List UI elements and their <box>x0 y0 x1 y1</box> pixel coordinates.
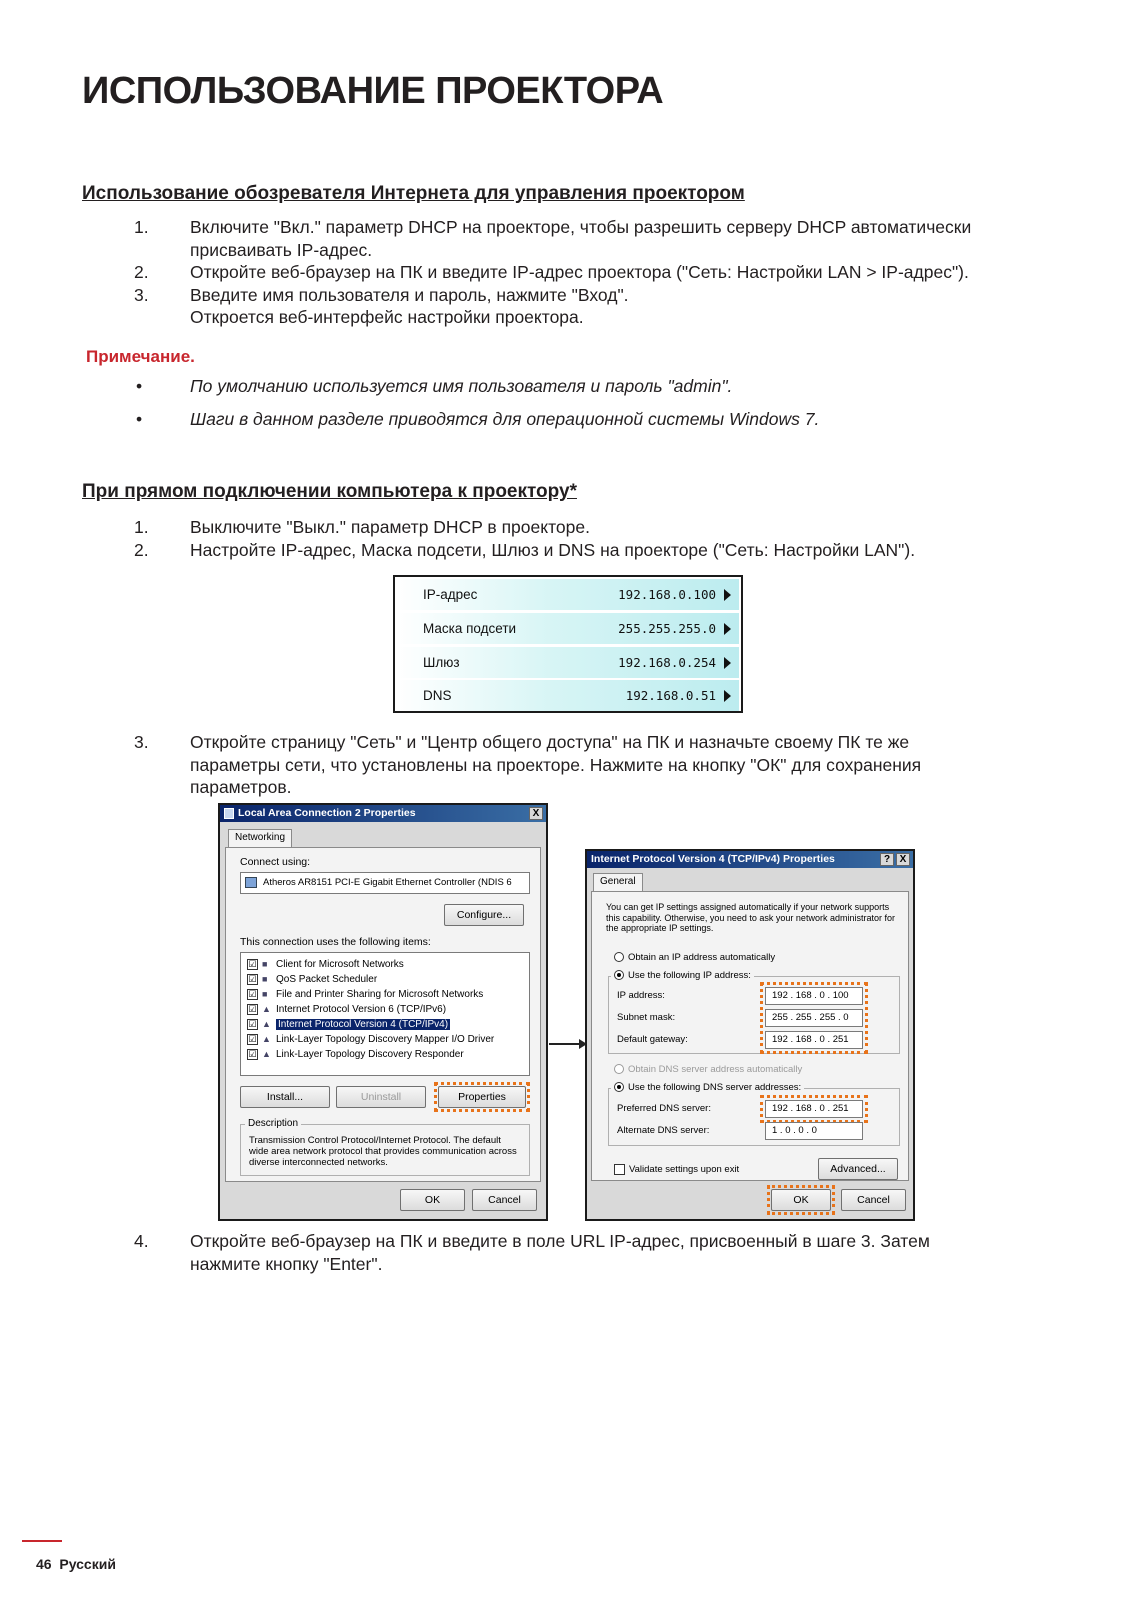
preferred-dns-label: Preferred DNS server: <box>617 1103 711 1114</box>
section-title-browser: Использование обозревателя Интернета для управления проектором <box>82 183 745 204</box>
note-title: Примечание. <box>86 347 195 366</box>
tab-general[interactable]: General <box>593 873 643 891</box>
ip-address-group <box>608 970 900 1054</box>
lan-row-gateway[interactable]: Шлюз 192.168.0.254 <box>397 647 739 678</box>
arrow-right-icon <box>724 589 731 601</box>
list-item: 1. Включите "Вкл." параметр DHCP на проекторе, чтобы разрешить серверу DHCP автоматически присваивать IP-адрес. <box>134 217 972 260</box>
radio-button[interactable] <box>614 1064 624 1074</box>
list-item[interactable]: ☑ ▲ Link-Layer Topology Discovery Mapper I/O Driver <box>248 1033 495 1045</box>
dialog-title-bar: Local Area Connection 2 Properties X <box>220 805 546 822</box>
protocol-icon: ▲ <box>262 1049 271 1059</box>
checkbox[interactable] <box>614 1164 625 1175</box>
preferred-dns-field[interactable]: 192 . 168 . 0 . 251 <box>765 1100 863 1118</box>
use-dns-option[interactable]: Use the following DNS server addresses: <box>611 1082 804 1093</box>
radio-button[interactable] <box>614 952 624 962</box>
checkbox[interactable]: ☑ <box>248 1018 257 1029</box>
ok-button[interactable]: OK <box>771 1189 831 1211</box>
ok-button[interactable]: OK <box>400 1189 465 1211</box>
dns-highlight <box>760 1095 868 1123</box>
use-ip-option[interactable]: Use the following IP address: <box>611 970 754 981</box>
service-icon: ■ <box>262 974 268 984</box>
checkbox[interactable]: ☑ <box>248 973 257 984</box>
cancel-button[interactable]: Cancel <box>841 1189 906 1211</box>
list-item-selected[interactable]: ☑ ▲ Internet Protocol Version 4 (TCP/IPv4) <box>248 1018 449 1030</box>
browser-steps-list <box>82 216 1062 329</box>
list-item: 2. Настройте IP-адрес, Маска подсети, Шлюз и DNS на проекторе ("Сеть: Настройки LAN"). <box>134 539 916 560</box>
footer-divider <box>22 1540 62 1542</box>
tcpipv4-properties-dialog <box>585 849 915 1221</box>
configure-button[interactable]: Configure... <box>444 904 524 926</box>
dialog-title-bar: Internet Protocol Version 4 (TCP/IPv4) Properties ? X <box>587 851 913 868</box>
obtain-ip-option[interactable]: Obtain an IP address automatically <box>614 952 775 963</box>
ip-settings-highlight <box>760 982 868 1054</box>
install-button[interactable]: Install... <box>240 1086 330 1108</box>
list-item: Откроется веб-интерфейс настройки проектора. <box>190 307 584 327</box>
radio-button-selected[interactable] <box>614 970 624 980</box>
network-icon <box>224 808 234 819</box>
list-item[interactable]: ☑ ▲ Internet Protocol Version 6 (TCP/IPv6) <box>248 1003 447 1015</box>
validate-checkbox[interactable]: Validate settings upon exit <box>614 1164 739 1175</box>
page-title: ИСПОЛЬЗОВАНИЕ ПРОЕКТОРА <box>82 70 664 112</box>
list-item: 2. Откройте веб-браузер на ПК и введите IP-адрес проектора ("Сеть: Настройки LAN > IP-адрес"). <box>134 262 969 282</box>
subnet-mask-label: Subnet mask: <box>617 1012 676 1023</box>
description-group: Description Transmission Control Protocol/Internet Protocol. The default wide area network protocol that provides communication across diverse interconnected networks. <box>240 1124 530 1176</box>
ip-label: IP address: <box>617 990 665 1001</box>
checkbox[interactable]: ☑ <box>248 988 257 999</box>
step3-list <box>82 731 1062 799</box>
obtain-dns-option[interactable]: Obtain DNS server address automatically <box>614 1064 802 1075</box>
protocol-icon: ▲ <box>262 1019 271 1029</box>
lan-settings-table <box>393 575 743 713</box>
local-area-connection-dialog <box>218 803 548 1221</box>
adapter-field: Atheros AR8151 PCI-E Gigabit Ethernet Controller (NDIS 6 <box>240 872 530 894</box>
list-item: 4. Откройте веб-браузер на ПК и введите в поле URL IP-адрес, присвоенный в шаге 3. Затем нажмите кнопку "Enter". <box>134 1231 930 1274</box>
client-icon: ■ <box>262 959 268 969</box>
ok-highlight <box>767 1185 835 1215</box>
arrow-right-icon <box>549 1043 585 1045</box>
list-item: 3. Введите имя пользователя и пароль, нажмите "Вход". <box>134 284 629 305</box>
arrow-right-icon <box>724 690 731 702</box>
cancel-button[interactable]: Cancel <box>472 1189 537 1211</box>
tab-networking[interactable]: Networking <box>228 829 292 847</box>
close-icon[interactable]: X <box>896 853 910 866</box>
page-footer <box>36 1556 116 1572</box>
adapter-icon <box>245 877 257 888</box>
list-item[interactable]: ☑ ▲ Link-Layer Topology Discovery Responder <box>248 1048 464 1060</box>
default-gateway-field[interactable]: 192 . 168 . 0 . 251 <box>765 1031 863 1049</box>
description-text: Transmission Control Protocol/Internet Protocol. The default wide area network protocol that provides communication across diverse interconnected networks. <box>249 1135 517 1168</box>
step4-list <box>82 1230 1062 1275</box>
page-number: 46 <box>36 1556 52 1572</box>
components-list <box>240 952 530 1076</box>
arrow-right-icon <box>724 657 731 669</box>
arrow-right-icon <box>724 623 731 635</box>
checkbox[interactable]: ☑ <box>248 1003 257 1014</box>
properties-button[interactable]: Properties <box>438 1086 526 1108</box>
direct-steps-list <box>82 516 1062 561</box>
connect-using-label: Connect using: <box>240 856 311 868</box>
dns-group <box>608 1082 900 1146</box>
checkbox[interactable]: ☑ <box>248 1033 257 1044</box>
lan-row-dns[interactable]: DNS 192.168.0.51 <box>397 680 739 711</box>
note-item: • По умолчанию используется имя пользователя и пароль "admin". <box>136 376 733 396</box>
list-item[interactable]: ☑ ■ QoS Packet Scheduler <box>248 973 378 985</box>
section-title-direct: При прямом подключении компьютера к проектору* <box>82 481 577 502</box>
lan-row-mask[interactable]: Маска подсети 255.255.255.0 <box>397 613 739 644</box>
radio-button-selected[interactable] <box>614 1082 624 1092</box>
intro-text: You can get IP settings assigned automatically if your network supports this capability. Otherwise, you need to ask your network administrator for the appropriate IP settings. <box>606 902 895 933</box>
close-icon[interactable]: X <box>529 807 543 820</box>
service-icon: ■ <box>262 989 268 999</box>
default-gateway-label: Default gateway: <box>617 1034 688 1045</box>
alternate-dns-field[interactable]: 1 . 0 . 0 . 0 <box>765 1122 863 1140</box>
general-panel <box>591 891 909 1181</box>
list-item[interactable]: ☑ ■ File and Printer Sharing for Microsoft Networks <box>248 988 484 1000</box>
list-item[interactable]: ☑ ■ Client for Microsoft Networks <box>248 958 404 970</box>
lan-row-ip[interactable]: IP-адрес 192.168.0.100 <box>397 579 739 610</box>
list-item: 3. Откройте страницу "Сеть" и "Центр общего доступа" на ПК и назначьте своему ПК те же параметры сети, что установлены на проекторе. Нажмите на кнопку "ОК" для сохранения параметров. <box>134 732 922 797</box>
language-label: Русский <box>59 1556 116 1572</box>
help-icon[interactable]: ? <box>880 853 894 866</box>
checkbox[interactable]: ☑ <box>248 958 257 969</box>
advanced-button[interactable]: Advanced... <box>818 1158 898 1180</box>
protocol-icon: ▲ <box>262 1004 271 1014</box>
uninstall-button[interactable]: Uninstall <box>336 1086 426 1108</box>
note-list <box>82 376 1062 442</box>
checkbox[interactable]: ☑ <box>248 1048 257 1059</box>
note-item: • Шаги в данном разделе приводятся для операционной системы Windows 7. <box>136 409 820 429</box>
alternate-dns-label: Alternate DNS server: <box>617 1125 710 1136</box>
list-item: 1. Выключите "Выкл." параметр DHCP в проекторе. <box>134 517 590 537</box>
protocol-icon: ▲ <box>262 1034 271 1044</box>
properties-highlight <box>434 1082 530 1112</box>
networking-panel <box>225 847 541 1182</box>
items-label: This connection uses the following items: <box>240 936 431 948</box>
ip-address-field[interactable]: 192 . 168 . 0 . 100 <box>765 987 863 1005</box>
subnet-mask-field[interactable]: 255 . 255 . 255 . 0 <box>765 1009 863 1027</box>
